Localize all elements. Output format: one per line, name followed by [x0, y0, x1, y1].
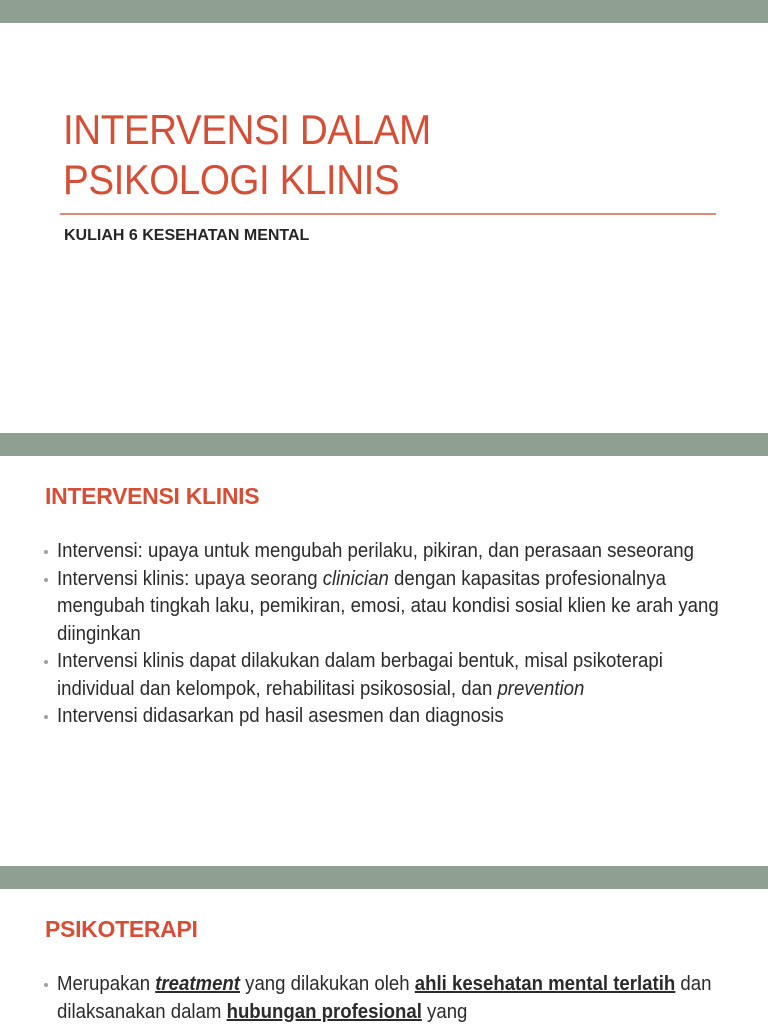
bullet-item [44, 971, 744, 1024]
title-line-1: INTERVENSI DALAM [63, 106, 431, 153]
bullet-item [44, 648, 744, 703]
bullet-text: Intervensi didasarkan pd hasil asesmen dan diagnosis [57, 705, 504, 727]
slide-title [0, 0, 768, 433]
bullet-item [44, 566, 744, 649]
slide-separator-band [0, 866, 768, 889]
slide-subtitle: KULIAH 6 KESEHATAN MENTAL [64, 227, 310, 244]
slide-separator-band [0, 433, 768, 456]
title-line-2: PSIKOLOGI KLINIS [63, 156, 400, 203]
bullet-item [44, 703, 744, 731]
bullet-text: Intervensi: upaya untuk mengubah perilaku, pikiran, dan perasaan seseorang [57, 540, 694, 562]
bullet-text: Intervensi klinis dapat dilakukan dalam berbagai bentuk, misal psikoterapi individual dan kelompok, rehabilitasi psikososial, dan prevention [57, 650, 663, 700]
bullet-text: Intervensi klinis: upaya seorang clinician dengan kapasitas profesionalnya mengubah tingkah laku, pemikiran, emosi, atau kondisi sosial klien ke arah yang diinginkan [57, 567, 719, 645]
slide-heading: INTERVENSI KLINIS [45, 483, 260, 509]
bullet-item [44, 538, 744, 566]
bullet-dot-icon [44, 983, 48, 987]
bullet-dot-icon [44, 715, 48, 719]
title-divider [60, 213, 716, 215]
bullet-dot-icon [44, 578, 48, 582]
bullet-dot-icon [44, 660, 48, 664]
bullet-list [44, 538, 744, 731]
slide-intervensi-klinis [0, 456, 768, 866]
italic-term: clinician [322, 567, 389, 590]
bullet-list [44, 971, 744, 1024]
slide-heading: PSIKOTERAPI [45, 916, 198, 942]
italic-term: prevention [497, 677, 585, 700]
slide-title-heading [63, 105, 431, 205]
bullet-text: Merupakan treatment yang dilakukan oleh ahli kesehatan mental terlatih dan dilaksanakan dalam hubungan profesional yang [57, 973, 712, 1023]
bullet-dot-icon [44, 550, 48, 554]
emphasis-term: hubungan profesional [226, 1000, 422, 1023]
emphasis-term: treatment [155, 973, 240, 995]
slide-psikoterapi [0, 889, 768, 1024]
emphasis-term: ahli kesehatan mental terlatih [414, 973, 676, 995]
